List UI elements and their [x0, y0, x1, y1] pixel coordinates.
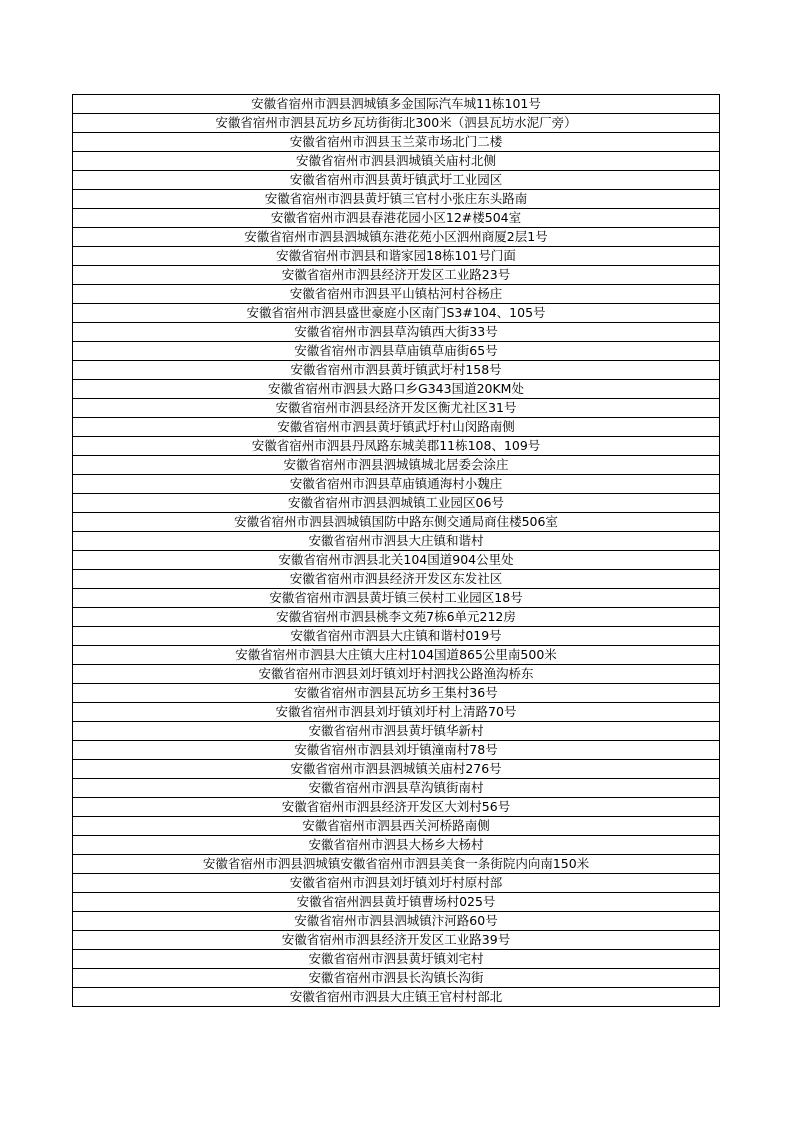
table-row [73, 589, 720, 608]
address-cell: 安徽省宿州市泗县经济开发区衡尤社区31号 [73, 399, 720, 418]
address-cell: 安徽省宿州市泗县泗城镇国防中路东侧交通局商住楼506室 [73, 513, 720, 532]
address-cell: 安徽省宿州市泗县平山镇枯河村谷杨庄 [73, 285, 720, 304]
address-cell: 安徽省宿州市泗县刘圩镇刘圩村原村部 [73, 874, 720, 893]
address-cell: 安徽省宿州市泗县刘圩镇潼南村78号 [73, 741, 720, 760]
table-row [73, 228, 720, 247]
address-cell: 安徽省宿州市泗县泗城镇城北居委会涂庄 [73, 456, 720, 475]
address-cell: 安徽省宿州市泗县经济开发区工业路39号 [73, 931, 720, 950]
address-cell: 安徽省宿州市泗县草沟镇西大街33号 [73, 323, 720, 342]
address-cell: 安徽省宿州市泗县长沟镇长沟街 [73, 969, 720, 988]
table-row [73, 722, 720, 741]
table-row [73, 342, 720, 361]
address-cell: 安徽省宿州市泗县草沟镇街南村 [73, 779, 720, 798]
address-cell: 安徽省宿州市泗县泗城镇多金国际汽车城11栋101号 [251, 96, 541, 111]
address-cell: 安徽省宿州市泗县泗城镇关庙村276号 [73, 760, 720, 779]
address-cell: 安徽省宿州市泗县大庄镇和谐村 [73, 532, 720, 551]
address-cell: 安徽省宿州市泗县大庄镇王官村村部北 [73, 988, 720, 1007]
address-cell: 安徽省宿州市泗县大庄镇和谐村019号 [73, 627, 720, 646]
address-cell: 安徽省宿州市泗县春港花园小区12#楼504室 [73, 209, 720, 228]
table-row [73, 684, 720, 703]
address-cell: 安徽省宿州市泗县泗城镇安徽省宿州市泗县美食一条街院内向南150米 [73, 855, 720, 874]
address-cell: 安徽省宿州市泗县泗城镇工业园区06号 [73, 494, 720, 513]
address-cell: 安徽省宿州市泗县丹凤路东城美郡11栋108、109号 [73, 437, 720, 456]
address-cell: 安徽省宿州市泗县瓦坊乡瓦坊街街北300米（泗县瓦坊水泥厂旁） [73, 114, 720, 133]
address-cell: 安徽省宿州市泗县泗城镇关庙村北侧 [73, 152, 720, 171]
table-row [73, 760, 720, 779]
table-row [73, 456, 720, 475]
table-row [73, 171, 720, 190]
table-row [73, 418, 720, 437]
address-cell: 安徽省宿州市泗县黄圩镇刘宅村 [73, 950, 720, 969]
table-row [73, 665, 720, 684]
table-row [73, 551, 720, 570]
address-cell: 安徽省宿州市泗县黄圩镇三侯村工业园区18号 [73, 589, 720, 608]
address-cell: 安徽省宿州市泗县瓦坊乡王集村36号 [73, 684, 720, 703]
table-row [73, 646, 720, 665]
address-cell: 安徽省宿州市泗县大路口乡G343国道20KM处 [73, 380, 720, 399]
table-row [73, 190, 720, 209]
address-cell: 安徽省宿州市泗县泗城镇汴河路60号 [73, 912, 720, 931]
table-row [73, 741, 720, 760]
table-row [73, 304, 720, 323]
address-cell: 安徽省宿州市泗县草庙镇草庙街65号 [73, 342, 720, 361]
table-row [73, 627, 720, 646]
table-row [73, 494, 720, 513]
address-cell: 安徽省宿州市泗县黄圩镇华新村 [73, 722, 720, 741]
address-cell: 安徽省宿州市泗县刘圩镇刘圩村上清路70号 [73, 703, 720, 722]
table-row [73, 570, 720, 589]
table-row [73, 950, 720, 969]
table-row [73, 152, 720, 171]
address-cell: 安徽省宿州市泗县和谐家园18栋101号门面 [73, 247, 720, 266]
table-row [73, 437, 720, 456]
address-cell: 安徽省宿州市泗县桃李文苑7栋6单元212房 [73, 608, 720, 627]
table-row [73, 703, 720, 722]
table-row [73, 361, 720, 380]
table-row [73, 323, 720, 342]
table-row [73, 133, 720, 152]
address-cell: 安徽省宿州市泗县北关104国道904公里处 [73, 551, 720, 570]
address-cell: 安徽省宿州泗县黄圩镇曹场村025号 [73, 893, 720, 912]
table-row [73, 893, 720, 912]
address-cell: 安徽省宿州市泗县大杨乡大杨村 [73, 836, 720, 855]
address-cell: 安徽省宿州市泗县玉兰菜市场北门二楼 [73, 133, 720, 152]
table-row [73, 532, 720, 551]
table-row [73, 836, 720, 855]
table-row [73, 513, 720, 532]
address-cell: 安徽省宿州市泗县黄圩镇三官村小张庄东头路南 [73, 190, 720, 209]
table-row [73, 399, 720, 418]
address-cell: 安徽省宿州市泗县大庄镇大庄村104国道865公里南500米 [73, 646, 720, 665]
table-row [73, 798, 720, 817]
address-cell: 安徽省宿州市泗县经济开发区工业路23号 [73, 266, 720, 285]
table-row [73, 266, 720, 285]
table-row [73, 114, 720, 133]
address-cell: 安徽省宿州市泗县黄圩镇武圩村158号 [73, 361, 720, 380]
address-cell: 安徽省宿州市泗县泗城镇东港花苑小区泗州商厦2层1号 [73, 228, 720, 247]
address-cell: 安徽省宿州市泗县经济开发区东发社区 [73, 570, 720, 589]
table-row [73, 209, 720, 228]
table-row [73, 931, 720, 950]
table-row [73, 969, 720, 988]
address-cell: 安徽省宿州市泗县黄圩镇武圩村山闵路南侧 [73, 418, 720, 437]
address-cell: 安徽省宿州市泗县刘圩镇刘圩村泗找公路渔沟桥东 [73, 665, 720, 684]
table-row [73, 95, 720, 114]
address-cell: 安徽省宿州市泗县草庙镇通海村小魏庄 [73, 475, 720, 494]
table-row [73, 779, 720, 798]
address-cell: 安徽省宿州市泗县盛世豪庭小区南门S3#104、105号 [73, 304, 720, 323]
table-row [73, 380, 720, 399]
table-row [73, 912, 720, 931]
address-cell: 安徽省宿州市泗县西关河桥路南侧 [73, 817, 720, 836]
table-row [73, 874, 720, 893]
table-row [73, 817, 720, 836]
address-table [72, 94, 720, 1007]
table-row [73, 285, 720, 304]
table-row [73, 247, 720, 266]
table-row [73, 608, 720, 627]
table-row [73, 855, 720, 874]
table-row [73, 988, 720, 1007]
address-table-body [73, 95, 720, 1007]
address-cell: 安徽省宿州市泗县黄圩镇武圩工业园区 [73, 171, 720, 190]
address-cell: 安徽省宿州市泗县经济开发区大刘村56号 [73, 798, 720, 817]
table-row [73, 475, 720, 494]
